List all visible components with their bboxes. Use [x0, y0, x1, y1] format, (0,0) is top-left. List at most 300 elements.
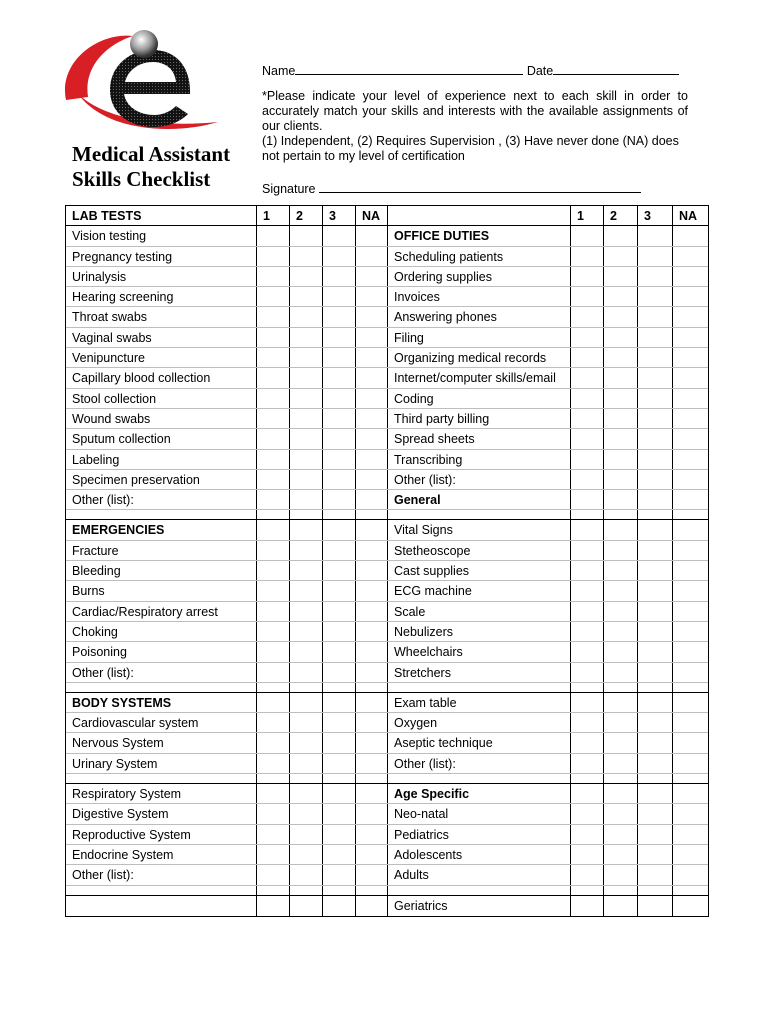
rating-checkbox[interactable] [672, 602, 706, 621]
rating-checkbox[interactable] [570, 825, 603, 844]
rating-checkbox[interactable] [355, 541, 387, 560]
rating-checkbox[interactable] [672, 541, 706, 560]
rating-checkbox[interactable] [256, 541, 289, 560]
rating-checkbox[interactable] [289, 561, 322, 580]
rating-checkbox[interactable] [570, 561, 603, 580]
rating-checkbox[interactable] [322, 226, 355, 245]
rating-checkbox[interactable] [355, 754, 387, 773]
rating-checkbox[interactable] [637, 581, 672, 600]
skill-label-left: EMERGENCIES [72, 523, 165, 538]
divider-cell [570, 510, 603, 519]
rating-checkbox[interactable] [603, 784, 637, 803]
rating-checkbox[interactable] [570, 754, 603, 773]
rating-checkbox[interactable] [637, 541, 672, 560]
rating-checkbox[interactable] [355, 409, 387, 428]
rating-checkbox[interactable] [570, 450, 603, 469]
rating-checkbox[interactable] [355, 581, 387, 600]
rating-checkbox[interactable] [289, 733, 322, 752]
rating-checkbox[interactable] [637, 561, 672, 580]
rating-checkbox[interactable] [256, 348, 289, 367]
rating-checkbox[interactable] [355, 450, 387, 469]
rating-checkbox[interactable] [322, 450, 355, 469]
rating-checkbox[interactable] [672, 470, 706, 489]
rating-checkbox[interactable] [256, 622, 289, 641]
table-row [66, 267, 708, 287]
rating-checkbox[interactable] [603, 490, 637, 509]
rating-checkbox[interactable] [637, 429, 672, 448]
skill-label-left: Burns [72, 584, 105, 599]
rating-checkbox[interactable] [570, 247, 603, 266]
rating-checkbox[interactable] [603, 368, 637, 387]
rating-checkbox[interactable] [637, 520, 672, 539]
rating-checkbox[interactable] [637, 389, 672, 408]
rating-checkbox[interactable] [355, 429, 387, 448]
rating-checkbox[interactable] [322, 865, 355, 884]
rating-checkbox[interactable] [256, 581, 289, 600]
rating-checkbox[interactable] [603, 307, 637, 326]
rating-checkbox[interactable] [355, 368, 387, 387]
skill-label-right: Adults [387, 865, 570, 884]
rating-checkbox[interactable] [570, 784, 603, 803]
rating-checkbox[interactable] [570, 287, 603, 306]
rating-checkbox[interactable] [355, 663, 387, 682]
signature-label: Signature [262, 182, 316, 196]
rating-checkbox[interactable] [603, 470, 637, 489]
rating-checkbox[interactable] [672, 642, 706, 661]
rating-checkbox[interactable] [355, 845, 387, 864]
rating-checkbox[interactable] [672, 328, 706, 347]
rating-checkbox[interactable] [256, 845, 289, 864]
rating-checkbox[interactable] [637, 307, 672, 326]
rating-checkbox[interactable] [570, 642, 603, 661]
rating-checkbox[interactable] [289, 520, 322, 539]
rating-checkbox[interactable] [570, 267, 603, 286]
rating-checkbox[interactable] [603, 713, 637, 732]
rating-checkbox[interactable] [355, 247, 387, 266]
rating-checkbox[interactable] [603, 845, 637, 864]
rating-checkbox[interactable] [672, 226, 706, 245]
rating-checkbox[interactable] [570, 389, 603, 408]
rating-checkbox[interactable] [289, 784, 322, 803]
rating-checkbox[interactable] [355, 733, 387, 752]
rating-checkbox[interactable] [289, 713, 322, 732]
rating-checkbox[interactable] [603, 247, 637, 266]
rating-checkbox[interactable] [289, 226, 322, 245]
rating-checkbox[interactable] [355, 865, 387, 884]
divider-cell [672, 886, 706, 895]
rating-checkbox[interactable] [570, 490, 603, 509]
rating-checkbox[interactable] [672, 429, 706, 448]
rating-checkbox[interactable] [672, 622, 706, 641]
rating-checkbox[interactable] [637, 247, 672, 266]
rating-checkbox[interactable] [355, 784, 387, 803]
rating-checkbox[interactable] [355, 490, 387, 509]
rating-checkbox[interactable] [637, 663, 672, 682]
rating-checkbox[interactable] [672, 825, 706, 844]
divider-cell [289, 886, 322, 895]
rating-checkbox[interactable] [289, 693, 322, 712]
rating-checkbox[interactable] [322, 693, 355, 712]
rating-checkbox[interactable] [256, 825, 289, 844]
rating-checkbox[interactable] [289, 845, 322, 864]
rating-checkbox[interactable] [570, 896, 603, 916]
signature-field[interactable] [319, 180, 641, 193]
rating-checkbox[interactable] [672, 896, 706, 916]
rating-checkbox[interactable] [322, 348, 355, 367]
rating-checkbox[interactable] [355, 804, 387, 823]
rating-checkbox[interactable] [603, 693, 637, 712]
rating-checkbox[interactable] [322, 429, 355, 448]
rating-checkbox[interactable] [256, 642, 289, 661]
rating-checkbox[interactable] [355, 602, 387, 621]
rating-checkbox[interactable] [256, 409, 289, 428]
rating-checkbox[interactable] [322, 267, 355, 286]
rating-checkbox[interactable] [322, 845, 355, 864]
rating-checkbox[interactable] [256, 713, 289, 732]
rating-checkbox[interactable] [289, 490, 322, 509]
rating-checkbox[interactable] [672, 581, 706, 600]
rating-checkbox[interactable] [322, 754, 355, 773]
divider-cell [603, 774, 637, 783]
rating-checkbox[interactable] [355, 389, 387, 408]
table-row [66, 368, 708, 388]
rating-checkbox[interactable] [570, 693, 603, 712]
rating-checkbox[interactable] [603, 409, 637, 428]
rating-checkbox[interactable] [672, 409, 706, 428]
rating-checkbox[interactable] [322, 784, 355, 803]
rating-checkbox[interactable] [637, 642, 672, 661]
rating-checkbox[interactable] [637, 328, 672, 347]
rating-checkbox[interactable] [672, 865, 706, 884]
rating-checkbox[interactable] [322, 409, 355, 428]
rating-checkbox[interactable] [289, 348, 322, 367]
rating-checkbox[interactable] [603, 267, 637, 286]
rating-checkbox[interactable] [570, 713, 603, 732]
rating-checkbox[interactable] [570, 470, 603, 489]
skill-label-right: Ordering supplies [387, 267, 570, 286]
rating-checkbox[interactable] [355, 825, 387, 844]
rating-checkbox[interactable] [637, 713, 672, 732]
divider-cell [355, 774, 387, 783]
rating-checkbox[interactable] [603, 328, 637, 347]
rating-checkbox[interactable] [256, 307, 289, 326]
rating-checkbox[interactable] [289, 804, 322, 823]
rating-checkbox[interactable] [672, 307, 706, 326]
rating-checkbox[interactable] [570, 804, 603, 823]
rating-checkbox[interactable] [256, 865, 289, 884]
rating-checkbox[interactable] [603, 389, 637, 408]
rating-checkbox[interactable] [256, 470, 289, 489]
rating-checkbox[interactable] [570, 845, 603, 864]
rating-checkbox[interactable] [322, 287, 355, 306]
rating-checkbox[interactable] [289, 470, 322, 489]
rating-checkbox[interactable] [603, 541, 637, 560]
rating-checkbox[interactable] [322, 328, 355, 347]
rating-checkbox[interactable] [637, 825, 672, 844]
rating-checkbox[interactable] [256, 490, 289, 509]
rating-checkbox[interactable] [570, 328, 603, 347]
rating-checkbox[interactable] [322, 247, 355, 266]
rating-checkbox[interactable] [672, 450, 706, 469]
rating-checkbox[interactable] [322, 896, 355, 916]
rating-checkbox[interactable] [289, 287, 322, 306]
rating-checkbox[interactable] [672, 267, 706, 286]
rating-checkbox[interactable] [256, 663, 289, 682]
rating-checkbox[interactable] [256, 287, 289, 306]
table-row [66, 784, 708, 804]
rating-checkbox[interactable] [289, 663, 322, 682]
table-row [66, 825, 708, 845]
rating-checkbox[interactable] [256, 804, 289, 823]
rating-checkbox[interactable] [289, 865, 322, 884]
rating-checkbox[interactable] [672, 663, 706, 682]
rating-checkbox[interactable] [570, 409, 603, 428]
rating-checkbox[interactable] [637, 490, 672, 509]
rating-checkbox[interactable] [603, 581, 637, 600]
rating-checkbox[interactable] [637, 470, 672, 489]
rating-checkbox[interactable] [672, 561, 706, 580]
rating-checkbox[interactable] [289, 429, 322, 448]
table-row [66, 663, 708, 683]
rating-checkbox[interactable] [322, 602, 355, 621]
rating-checkbox[interactable] [603, 561, 637, 580]
rating-checkbox[interactable] [637, 450, 672, 469]
rating-checkbox[interactable] [637, 865, 672, 884]
table-row [66, 328, 708, 348]
rating-checkbox[interactable] [637, 287, 672, 306]
rating-checkbox[interactable] [672, 389, 706, 408]
rating-checkbox[interactable] [322, 622, 355, 641]
rating-checkbox[interactable] [322, 520, 355, 539]
rating-checkbox[interactable] [256, 733, 289, 752]
table-row [66, 865, 708, 885]
rating-checkbox[interactable] [289, 825, 322, 844]
skill-label-left: Hearing screening [72, 290, 174, 305]
rating-checkbox[interactable] [289, 602, 322, 621]
rating-checkbox[interactable] [289, 581, 322, 600]
rating-checkbox[interactable] [256, 602, 289, 621]
rating-checkbox[interactable] [256, 561, 289, 580]
rating-checkbox[interactable] [637, 693, 672, 712]
rating-checkbox[interactable] [322, 470, 355, 489]
rating-checkbox[interactable] [289, 307, 322, 326]
rating-checkbox[interactable] [355, 896, 387, 916]
rating-checkbox[interactable] [256, 429, 289, 448]
rating-checkbox[interactable] [256, 896, 289, 916]
rating-checkbox[interactable] [355, 622, 387, 641]
skill-label-left: Sputum collection [72, 432, 171, 447]
rating-checkbox[interactable] [672, 368, 706, 387]
rating-checkbox[interactable] [355, 348, 387, 367]
rating-checkbox[interactable] [256, 754, 289, 773]
skill-label-left: Vision testing [72, 229, 147, 244]
instructions-text: *Please indicate your level of experience next to each skill in order to accurately match your skills and interests with the available assignments of our clients. [262, 89, 688, 133]
rating-checkbox[interactable] [322, 642, 355, 661]
divider-cell [256, 886, 289, 895]
rating-checkbox[interactable] [672, 520, 706, 539]
rating-checkbox[interactable] [603, 663, 637, 682]
rating-checkbox[interactable] [355, 693, 387, 712]
rating-checkbox[interactable] [355, 226, 387, 245]
rating-checkbox[interactable] [322, 389, 355, 408]
rating-checkbox[interactable] [322, 541, 355, 560]
rating-checkbox[interactable] [603, 896, 637, 916]
table-row [66, 581, 708, 601]
skill-label-left: Fracture [72, 543, 119, 558]
rating-checkbox[interactable] [672, 713, 706, 732]
rating-checkbox[interactable] [570, 622, 603, 641]
skill-label-right: Exam table [387, 693, 570, 712]
rating-checkbox[interactable] [672, 845, 706, 864]
skill-label-right: Stretchers [387, 663, 570, 682]
rating-checkbox[interactable] [672, 287, 706, 306]
rating-checkbox[interactable] [322, 581, 355, 600]
rating-checkbox[interactable] [637, 845, 672, 864]
rating-checkbox[interactable] [256, 784, 289, 803]
rating-checkbox[interactable] [603, 804, 637, 823]
rating-checkbox[interactable] [672, 348, 706, 367]
rating-checkbox[interactable] [570, 865, 603, 884]
rating-checkbox[interactable] [637, 784, 672, 803]
rating-checkbox[interactable] [256, 328, 289, 347]
rating-checkbox[interactable] [289, 409, 322, 428]
table-row [66, 733, 708, 753]
column-header-c1: 1 [570, 206, 603, 225]
rating-checkbox[interactable] [322, 733, 355, 752]
rating-checkbox[interactable] [289, 328, 322, 347]
rating-checkbox[interactable] [322, 490, 355, 509]
rating-checkbox[interactable] [637, 267, 672, 286]
rating-checkbox[interactable] [289, 450, 322, 469]
rating-checkbox[interactable] [256, 693, 289, 712]
column-header-c2: 2 [289, 206, 322, 225]
rating-checkbox[interactable] [289, 247, 322, 266]
rating-checkbox[interactable] [603, 348, 637, 367]
rating-checkbox[interactable] [637, 622, 672, 641]
rating-checkbox[interactable] [570, 429, 603, 448]
rating-checkbox[interactable] [355, 307, 387, 326]
rating-checkbox[interactable] [570, 581, 603, 600]
rating-checkbox[interactable] [603, 287, 637, 306]
rating-checkbox[interactable] [289, 368, 322, 387]
rating-checkbox[interactable] [355, 328, 387, 347]
rating-checkbox[interactable] [570, 663, 603, 682]
rating-checkbox[interactable] [322, 561, 355, 580]
rating-checkbox[interactable] [603, 754, 637, 773]
skill-label-right: Aseptic technique [387, 733, 570, 752]
skill-label-left: BODY SYSTEMS [72, 695, 172, 710]
rating-checkbox[interactable] [603, 520, 637, 539]
rating-checkbox[interactable] [570, 348, 603, 367]
rating-checkbox[interactable] [322, 713, 355, 732]
divider-cell [387, 774, 570, 783]
rating-checkbox[interactable] [672, 784, 706, 803]
rating-checkbox[interactable] [256, 520, 289, 539]
rating-checkbox[interactable] [322, 368, 355, 387]
rating-checkbox[interactable] [672, 733, 706, 752]
section-gap [66, 774, 708, 784]
rating-checkbox[interactable] [256, 267, 289, 286]
rating-checkbox[interactable] [603, 602, 637, 621]
rating-checkbox[interactable] [603, 429, 637, 448]
rating-checkbox[interactable] [603, 622, 637, 641]
rating-checkbox[interactable] [570, 368, 603, 387]
form-header [262, 62, 688, 197]
rating-checkbox[interactable] [289, 267, 322, 286]
rating-checkbox[interactable] [289, 389, 322, 408]
rating-checkbox[interactable] [603, 825, 637, 844]
rating-checkbox[interactable] [570, 602, 603, 621]
rating-checkbox[interactable] [672, 693, 706, 712]
rating-checkbox[interactable] [570, 733, 603, 752]
rating-checkbox[interactable] [289, 622, 322, 641]
rating-checkbox[interactable] [355, 713, 387, 732]
rating-checkbox[interactable] [322, 663, 355, 682]
rating-checkbox[interactable] [570, 520, 603, 539]
rating-checkbox[interactable] [322, 804, 355, 823]
rating-checkbox[interactable] [603, 865, 637, 884]
date-field[interactable] [553, 62, 679, 75]
rating-checkbox[interactable] [637, 368, 672, 387]
rating-checkbox[interactable] [355, 287, 387, 306]
rating-checkbox[interactable] [672, 247, 706, 266]
rating-checkbox[interactable] [355, 520, 387, 539]
rating-checkbox[interactable] [570, 541, 603, 560]
rating-checkbox[interactable] [637, 733, 672, 752]
rating-checkbox[interactable] [289, 642, 322, 661]
rating-checkbox[interactable] [603, 450, 637, 469]
rating-checkbox[interactable] [289, 896, 322, 916]
skill-label-left: Other (list): [72, 868, 134, 883]
rating-checkbox[interactable] [289, 541, 322, 560]
rating-checkbox[interactable] [322, 825, 355, 844]
rating-checkbox[interactable] [637, 804, 672, 823]
rating-checkbox[interactable] [637, 754, 672, 773]
rating-checkbox[interactable] [637, 348, 672, 367]
rating-checkbox[interactable] [603, 642, 637, 661]
rating-checkbox[interactable] [355, 470, 387, 489]
rating-checkbox[interactable] [289, 754, 322, 773]
table-row [66, 693, 708, 713]
table-row [66, 389, 708, 409]
rating-checkbox[interactable] [570, 226, 603, 245]
rating-checkbox[interactable] [355, 561, 387, 580]
rating-checkbox[interactable] [637, 409, 672, 428]
rating-checkbox[interactable] [637, 896, 672, 916]
rating-checkbox[interactable] [672, 490, 706, 509]
rating-checkbox[interactable] [637, 226, 672, 245]
rating-checkbox[interactable] [256, 226, 289, 245]
rating-checkbox[interactable] [355, 642, 387, 661]
rating-checkbox[interactable] [570, 307, 603, 326]
rating-checkbox[interactable] [637, 602, 672, 621]
rating-checkbox[interactable] [672, 754, 706, 773]
table-row [66, 206, 708, 226]
name-field[interactable] [295, 62, 523, 75]
rating-checkbox[interactable] [603, 226, 637, 245]
rating-checkbox[interactable] [256, 450, 289, 469]
skill-label-left: Pregnancy testing [72, 249, 173, 264]
rating-checkbox[interactable] [322, 307, 355, 326]
skill-label-right: Filing [387, 328, 570, 347]
rating-checkbox[interactable] [256, 247, 289, 266]
skill-label-right: Stetheoscope [387, 541, 570, 560]
rating-checkbox[interactable] [603, 733, 637, 752]
rating-checkbox[interactable] [256, 368, 289, 387]
rating-checkbox[interactable] [256, 389, 289, 408]
rating-checkbox[interactable] [672, 804, 706, 823]
rating-checkbox[interactable] [355, 267, 387, 286]
